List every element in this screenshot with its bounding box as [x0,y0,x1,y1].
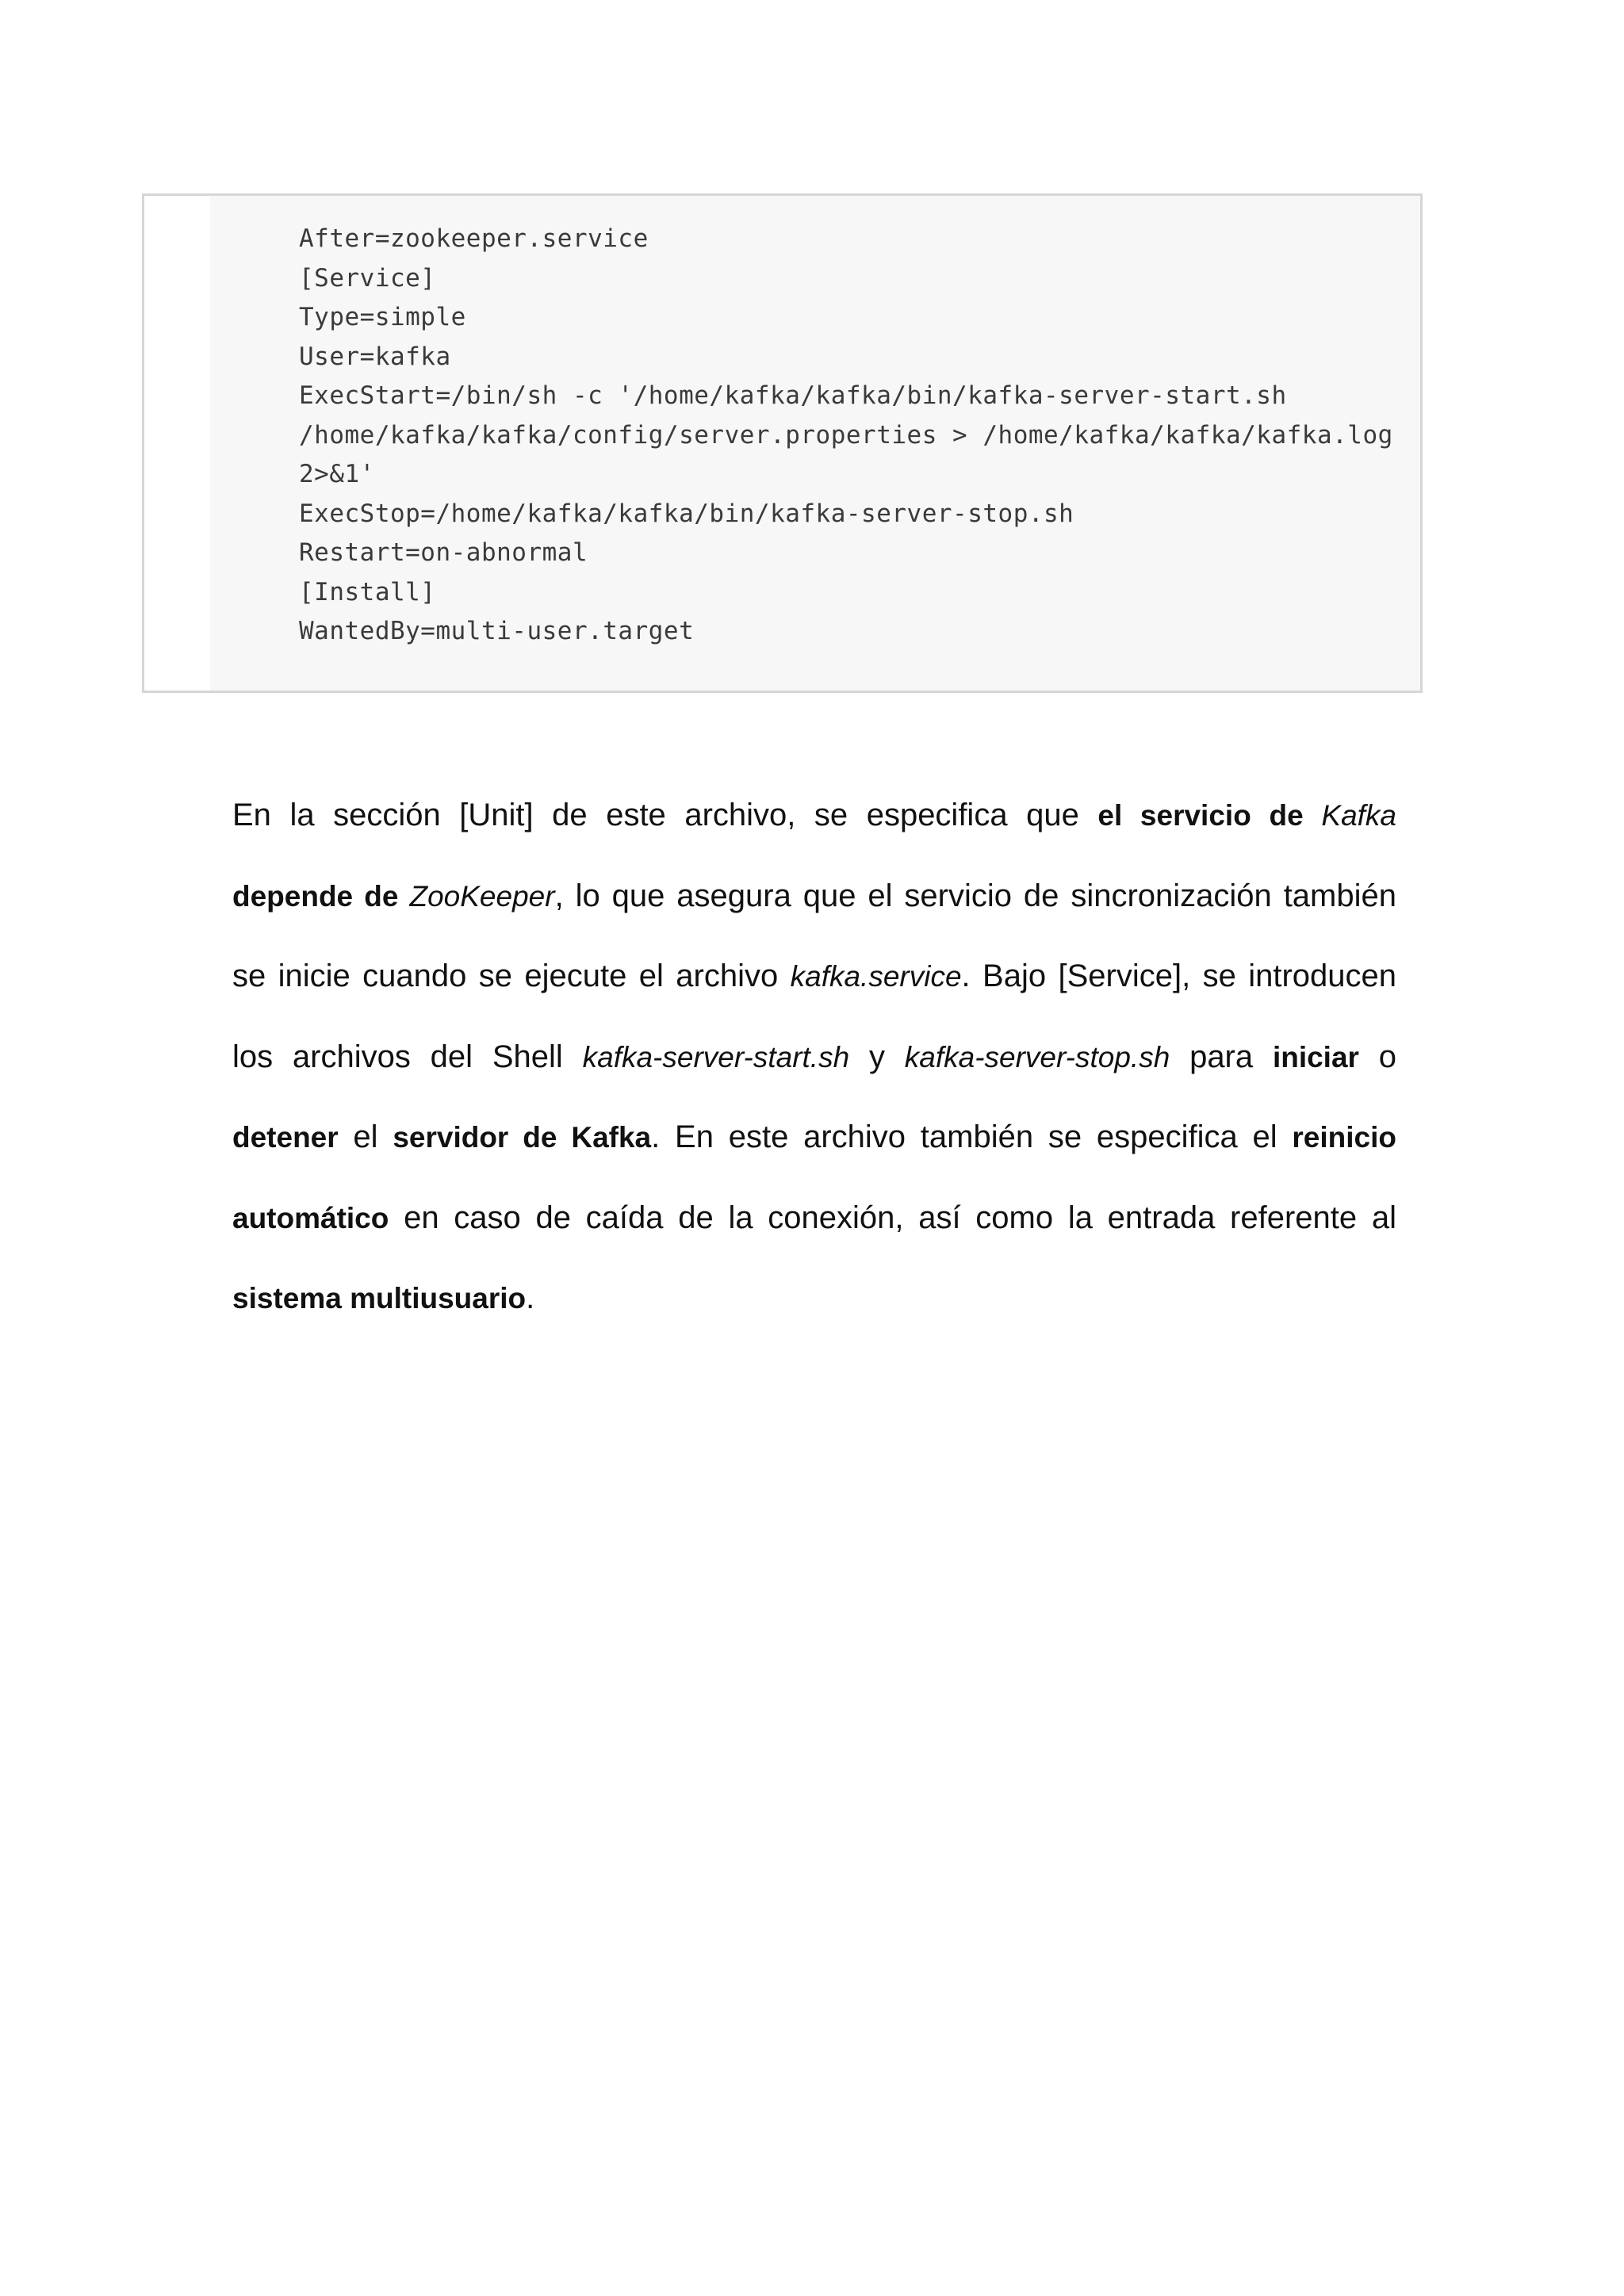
code-line: WantedBy=multi-user.target [299,617,695,645]
code-block-content [210,196,1420,691]
code-line: ExecStart=/bin/sh -c '/home/kafka/kafka/bin/kafka-server-start.sh [299,381,1287,410]
text-run: En la sección [Unit] de este archivo, se especifica que [232,798,1098,832]
bold-text-run: servidor de Kafka [393,1121,652,1154]
text-run: el [338,1119,393,1154]
italic-text-run: kafka.service [790,960,962,993]
code-line: /home/kafka/kafka/config/server.properties > /home/kafka/kafka/kafka.log [299,420,1393,450]
code-line: [Install] [299,577,436,607]
bold-text-run: depende de [232,879,410,913]
code-line: ExecStop=/home/kafka/kafka/bin/kafka-server-stop.sh [299,499,1074,528]
bold-text-run: reinicio automático [232,1121,1396,1234]
bold-text-run: detener [232,1121,339,1154]
code-line: User=kafka [299,342,451,371]
bold-text-run: sistema multiusuario [232,1282,527,1314]
body-paragraph [232,775,1396,1339]
text-run: . Bajo [Service], se introducen los archivos del Shell [232,959,1397,1074]
code-line: After=zookeeper.service [299,224,649,253]
text-run: o [1358,1039,1396,1074]
text-run: para [1170,1039,1273,1074]
italic-text-run: ZooKeeper [409,879,555,913]
bold-text-run: iniciar [1272,1040,1359,1073]
code-lines [299,220,1393,652]
code-line: Restart=on-abnormal [299,538,588,567]
italic-text-run: kafka-server-start.sh [582,1040,850,1073]
italic-text-run: kafka-server-stop.sh [904,1040,1170,1073]
text-run: . En este archivo también se especifica el [651,1119,1293,1154]
text-run: y [849,1039,905,1074]
code-block [142,193,1423,693]
bold-text-run: el servicio de [1097,799,1322,832]
italic-text-run: Kafka [1321,799,1397,832]
code-line: Type=simple [299,303,466,331]
text-run: . [526,1280,535,1315]
code-line: [Service] [299,263,436,293]
text-run: , lo que asegura que el servicio de sincronización también se inicie cuando se ejecute el archivo [232,878,1396,993]
text-run: en caso de caída de la conexión, así como la entrada referente al [389,1200,1396,1235]
code-line: 2>&1' [299,460,375,488]
